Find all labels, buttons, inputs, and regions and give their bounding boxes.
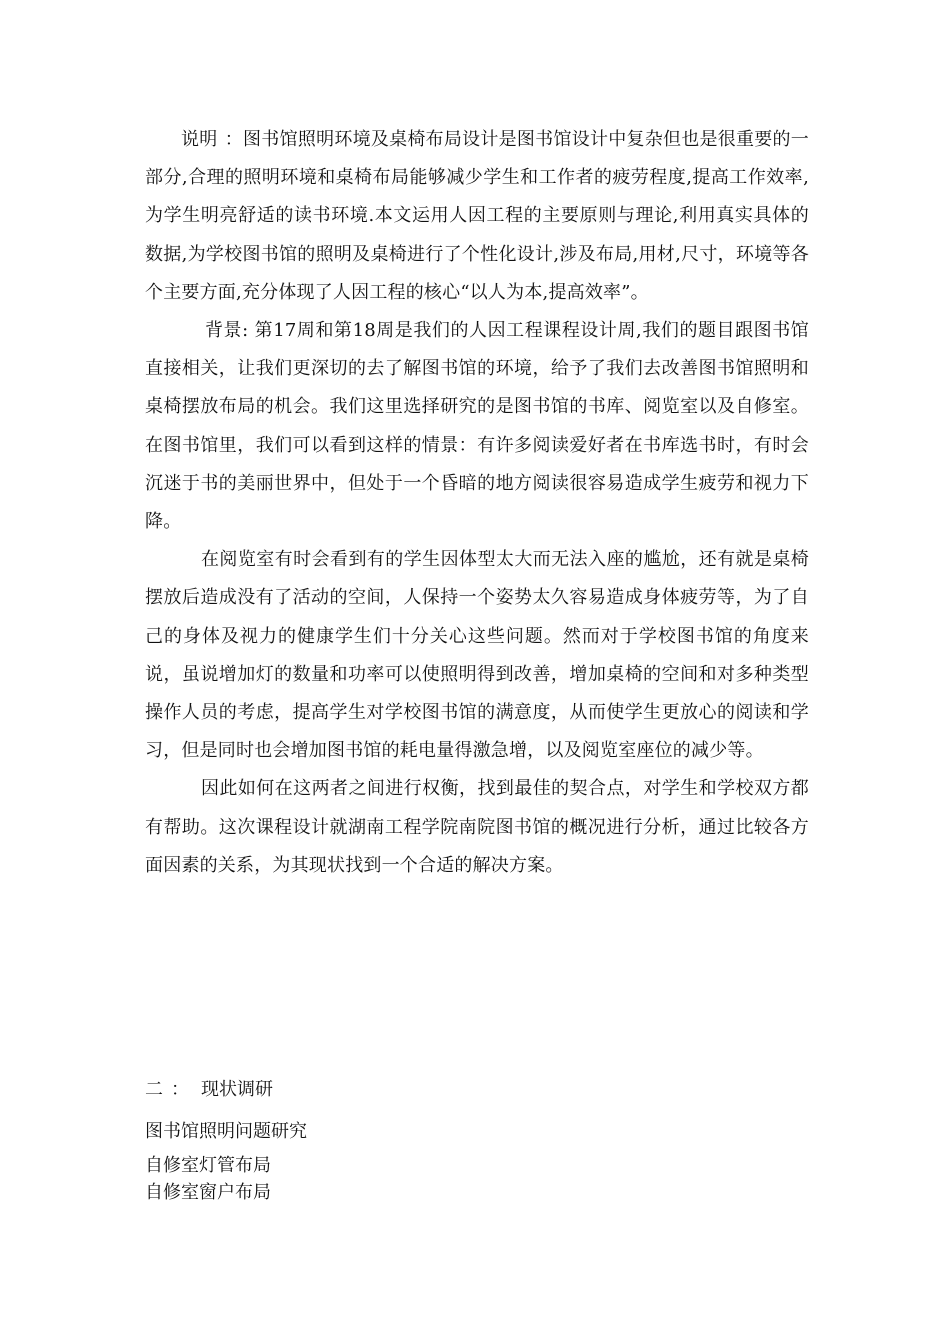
background-paragraph [145,312,809,541]
intro-text: 图书馆照明环境及桌椅布局设计是图书馆设计中复杂但也是很重要的一部分,合理的照明环境和桌椅布局能够减少学生和工作者的疲劳程度,提高工作效率,为学生明亮舒适的读书环境.本文运用人因工程的主要原则与理论,利用真实具体的数据,为学校图书馆的照明及桌椅进行了个性化设计,涉及布局,用材,尺寸，环境等各个主要方面,充分体现了人因工程的核心“以人为本,提高效率”。 [145,129,810,303]
background-label: 背景: [205,320,249,342]
section-separator: ： [171,1079,189,1100]
intro-label: 说明 [181,129,218,150]
section-title: 现状调研 [201,1079,273,1100]
background-text: 第17周和第18周是我们的人因工程课程设计周,我们的题目跟图书馆直接相关，让我们更深切的去了解图书馆的环境，给予了我们去改善图书馆照明和桌椅摆放布局的机会。我们这里选择研究的是图书馆的书库、阅览室以及自修室。在图书馆里，我们可以看到这样的情景：有许多阅读爱好者在书库选书时，有时会沉迷于书的美丽世界中，但处于一个昏暗的地方阅读很容易造成学生疲劳和视力下降。 [145,320,809,533]
subsection-lamp-layout: 自修室灯管布局 [145,1155,271,1176]
subsection-window-layout: 自修室窗户布局 [145,1182,271,1203]
section-number: 二 [145,1079,163,1100]
document-body [145,121,809,885]
intro-separator: ： [224,129,244,150]
conclusion-paragraph: 因此如何在这两者之间进行权衡，找到最佳的契合点，对学生和学校双方都有帮助。这次课程设计就湖南工程学院南院图书馆的概况进行分析，通过比较各方面因素的关系，为其现状找到一个合适的解决方案。 [145,778,809,876]
intro-paragraph [145,121,809,312]
reading-room-paragraph: 在阅览室有时会看到有的学生因体型太大而无法入座的尴尬，还有就是桌椅摆放后造成没有了活动的空间，人保持一个姿势太久容易造成身体疲劳等，为了自己的身体及视力的健康学生们十分关心这些问题。然而对于学校图书馆的角度来说，虽说增加灯的数量和功率可以使照明得到改善，增加桌椅的空间和对多种类型操作人员的考虑，提高学生对学校图书馆的满意度，从而使学生更放心的阅读和学习，但是同时也会增加图书馆的耗电量得激急增，以及阅览室座位的减少等。 [145,549,809,762]
subsection-lighting-research: 图书馆照明问题研究 [145,1121,307,1142]
section-heading [145,1077,273,1103]
